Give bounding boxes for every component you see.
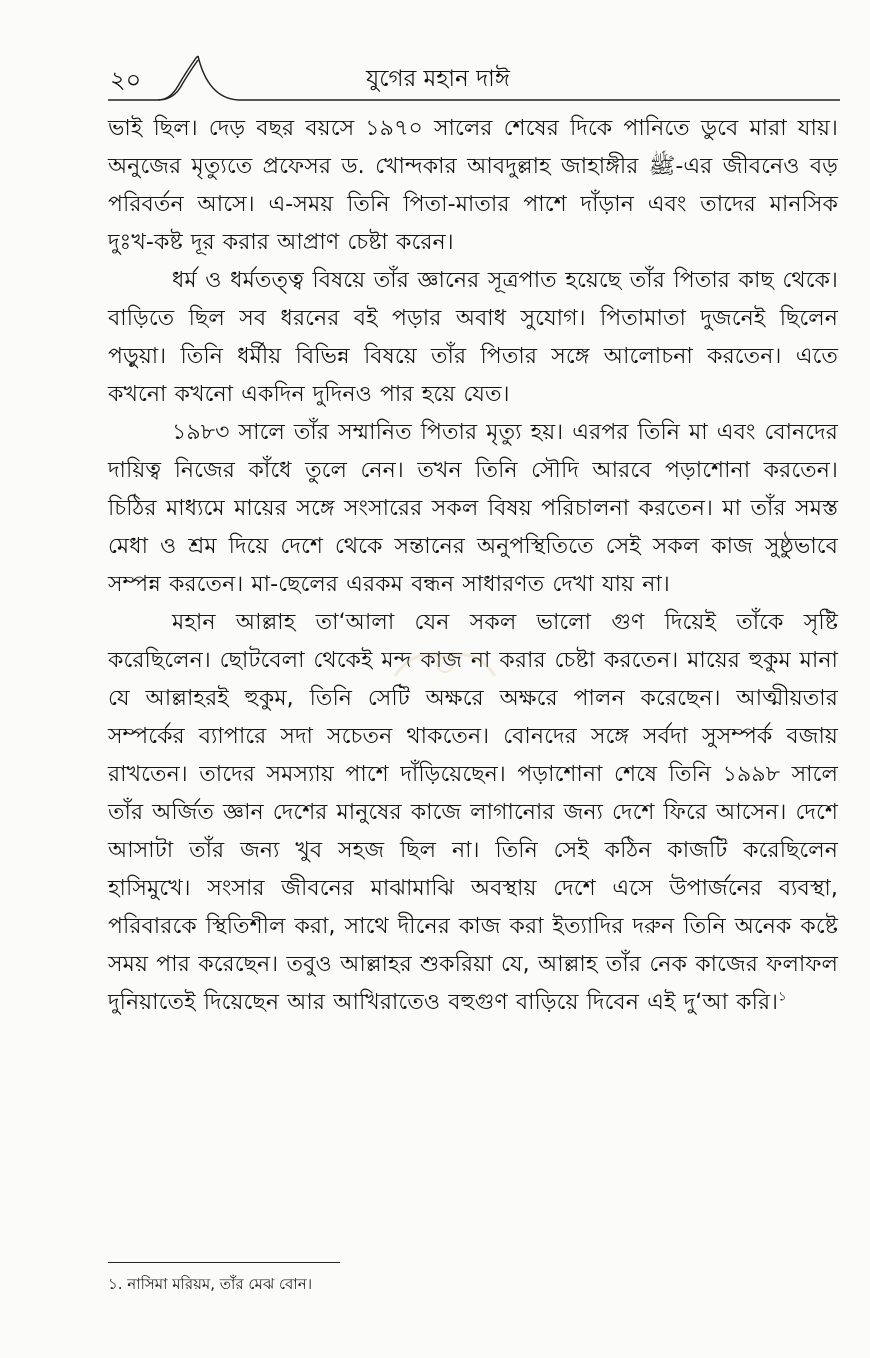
page-header [108,48,840,108]
paragraph-1: ভাই ছিল। দেড় বছর বয়সে ১৯৭০ সালের শেষের দিকে পানিতে ডুবে মারা যায়। অনুজের মৃত্যুতে প্রফেসর ড. খোন্দকার আবদুল্লাহ জাহাঙ্গীর ﷺ-এর জীবনেও বড় পরিবর্তন আসে। এ-সময় তিনি পিতা-মাতার পাশে দাঁড়ান এবং তাদের মানসিক দুঃখ-কষ্ট দূর করার আপ্রাণ চেষ্টা করেন। [108,116,838,255]
paragraph-2: ধর্ম ও ধর্মতত্ত্ব বিষয়ে তাঁর জ্ঞানের সূত্রপাত হয়েছে তাঁর পিতার কাছ থেকে। বাড়িতে ছিল সব ধরনের বই পড়ার অবাধ সুযোগ। পিতামাতা দুজনেই ছিলেন পড়ুয়া। তিনি ধর্মীয় বিভিন্ন বিষয়ে তাঁর পিতার সঙ্গে আলোচনা করতেন। এতে কখনো কখনো একদিন দুদিনও পার হয়ে যেত। [108,268,838,407]
paragraph-4-text: মহান আল্লাহ তা‘আলা যেন সকল ভালো গুণ দিয়েই তাঁকে সৃষ্টি করেছিলেন। ছোটবেলা থেকেই মন্দ কাজ না করার চেষ্টা করতেন। মায়ের হুকুম মানা যে আল্লাহরই হুকুম, তিনি সেটি অক্ষরে অক্ষরে পালন করেছেন। আত্মীয়তার সম্পর্কের ব্যাপারে সদা সচেতন থাকতেন। বোনদের সঙ্গে সর্বদা সুসম্পর্ক বজায় রাখতেন। তাদের সমস্যায় পাশে দাঁড়িয়েছেন। পড়াশোনা শেষে তিনি ১৯৯৮ সালে তাঁর অর্জিত জ্ঞান দেশের মানুষের কাজে লাগানোর জন্য দেশে ফিরে আসেন। দেশে আসাটা তাঁর জন্য খুব সহজ ছিল না। তিনি সেই কঠিন কাজটি করেছিলেন হাসিমুখে। সংসার জীবনের মাঝামাঝি অবস্থায় দেশে এসে উপার্জনের ব্যবস্থা, পরিবারকে স্থিতিশীল করা, সাথে দীনের কাজ করা ইত্যাদির দরুন তিনি অনেক কষ্টে সময় পার করেছেন। তবুও আল্লাহর শুকরিয়া যে, আল্লাহ তাঁর নেক কাজের ফলাফল দুনিয়াতেই দিয়েছেন আর আখিরাতেও বহুগুণ বাড়িয়ে দিবেন এই দু‘আ করি। [108,610,838,1015]
page-number: ২০ [110,66,142,94]
watermark-logo-icon [385,636,505,686]
body-text [108,110,838,1022]
running-title: যুগের মহান দাঈ [366,66,510,92]
footnote-marker: ১ [778,989,787,1005]
footnote: ১. নাসিমা মরিয়ম, তাঁর মেঝ বোন। [108,1275,313,1293]
paragraph-3: ১৯৮৩ সালে তাঁর সম্মানিত পিতার মৃত্যু হয়। এরপর তিনি মা এবং বোনদের দায়িত্ব নিজের কাঁধে তুলে নেন। তখন তিনি সৌদি আরবে পড়াশোনা করতেন। চিঠির মাধ্যমে মায়ের সঙ্গে সংসারের সকল বিষয় পরিচালনা করতেন। মা তাঁর সমস্ত মেধা ও শ্রম দিয়ে দেশে থেকে সন্তানের অনুপস্থিতিতে সেই সকল কাজ সুষ্ঠুভাবে সম্পন্ন করতেন। মা-ছেলের এরকম বন্ধন সাধারণত দেখা যায় না। [108,420,838,597]
footnote-separator [108,1262,340,1263]
